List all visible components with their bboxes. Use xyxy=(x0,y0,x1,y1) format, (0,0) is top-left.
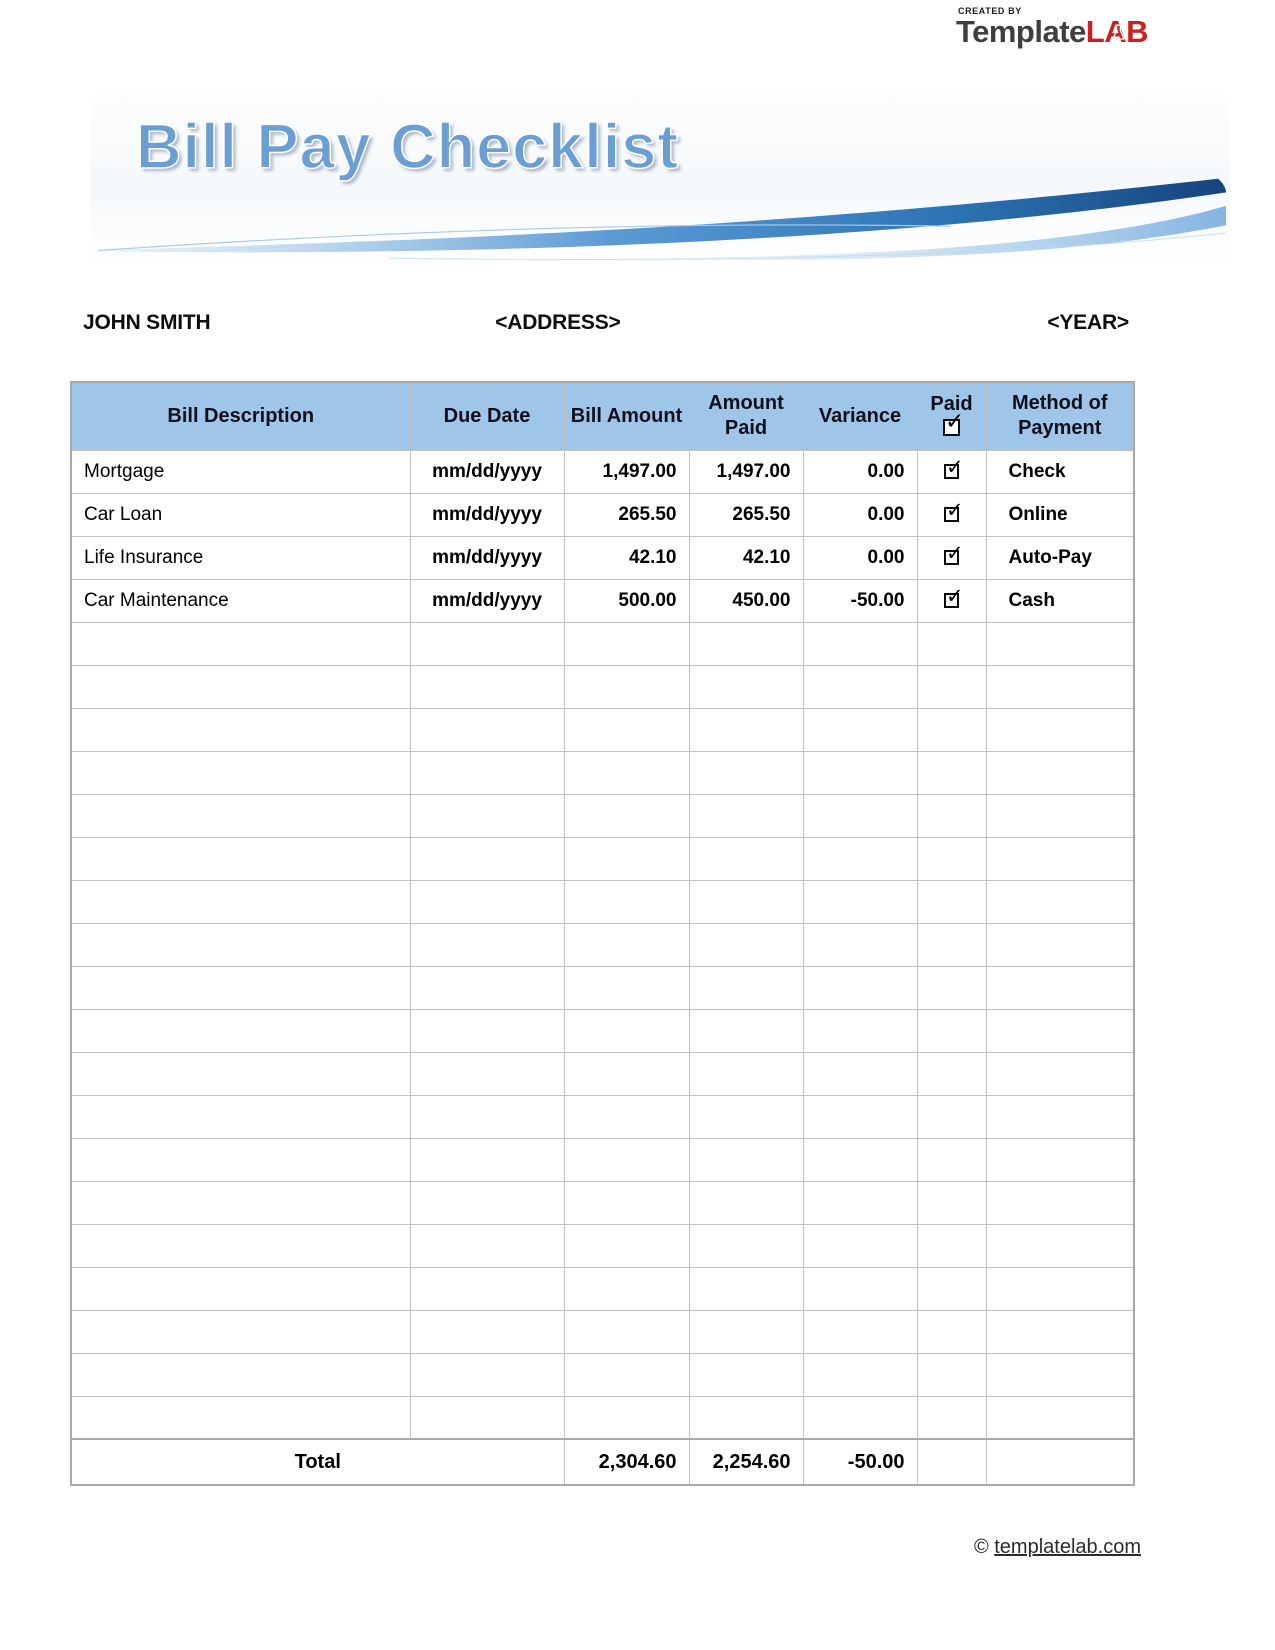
paid-cell xyxy=(917,1138,986,1181)
variance-cell xyxy=(803,1138,917,1181)
empty-table-row xyxy=(71,1009,1134,1052)
bill-amount-cell xyxy=(564,1396,689,1439)
due-date-cell xyxy=(410,708,564,751)
bill-description-cell xyxy=(71,794,410,837)
bill-amount-cell xyxy=(564,794,689,837)
header-variance: Variance xyxy=(803,382,917,450)
amount-paid-cell xyxy=(689,1009,803,1052)
method-cell xyxy=(986,880,1134,923)
table-header-row xyxy=(71,382,1134,450)
bill-amount-cell xyxy=(564,665,689,708)
bill-description-cell xyxy=(71,708,410,751)
method-cell: Cash xyxy=(986,579,1134,622)
templatelab-logo[interactable] xyxy=(956,6,1148,49)
bill-amount-cell xyxy=(564,1095,689,1138)
due-date-cell xyxy=(410,1224,564,1267)
due-date-cell xyxy=(410,1095,564,1138)
variance-cell xyxy=(803,1396,917,1439)
method-cell: Online xyxy=(986,493,1134,536)
bill-amount-cell xyxy=(564,1267,689,1310)
method-cell xyxy=(986,1267,1134,1310)
due-date-cell xyxy=(410,751,564,794)
due-date-cell: mm/dd/yyyy xyxy=(410,493,564,536)
empty-table-row xyxy=(71,1310,1134,1353)
method-cell xyxy=(986,708,1134,751)
bill-amount-cell xyxy=(564,1310,689,1353)
due-date-cell xyxy=(410,1181,564,1224)
due-date-cell xyxy=(410,1267,564,1310)
paid-cell xyxy=(917,1009,986,1052)
due-date-cell xyxy=(410,622,564,665)
empty-table-row xyxy=(71,665,1134,708)
bill-amount-cell xyxy=(564,1353,689,1396)
header-method-of-payment: Method of Payment xyxy=(986,382,1134,450)
empty-table-row xyxy=(71,837,1134,880)
bill-description-cell xyxy=(71,1396,410,1439)
empty-table-row xyxy=(71,880,1134,923)
paid-cell xyxy=(917,794,986,837)
bill-description-cell xyxy=(71,923,410,966)
paid-checkbox-icon xyxy=(944,507,959,522)
bill-description-cell xyxy=(71,751,410,794)
header-bill-description: Bill Description xyxy=(71,382,410,450)
variance-cell: 0.00 xyxy=(803,536,917,579)
empty-table-row xyxy=(71,966,1134,1009)
empty-table-row xyxy=(71,923,1134,966)
page-footer xyxy=(0,1536,1141,1559)
method-cell xyxy=(986,794,1134,837)
empty-table-row xyxy=(71,1396,1134,1439)
account-year: <YEAR> xyxy=(1047,311,1129,334)
method-cell xyxy=(986,1009,1134,1052)
variance-cell: 0.00 xyxy=(803,450,917,493)
paid-cell xyxy=(917,751,986,794)
method-cell xyxy=(986,1181,1134,1224)
method-cell xyxy=(986,1052,1134,1095)
paid-checkbox-icon xyxy=(944,464,959,479)
variance-cell xyxy=(803,966,917,1009)
method-cell xyxy=(986,837,1134,880)
variance-cell xyxy=(803,1224,917,1267)
paid-cell xyxy=(917,493,986,536)
logo-brand-lab: LAB xyxy=(1085,14,1148,49)
paid-cell xyxy=(917,1267,986,1310)
variance-cell xyxy=(803,1009,917,1052)
amount-paid-cell xyxy=(689,837,803,880)
method-cell xyxy=(986,1138,1134,1181)
variance-cell: 0.00 xyxy=(803,493,917,536)
amount-paid-cell: 450.00 xyxy=(689,579,803,622)
bill-description-cell: Mortgage xyxy=(71,450,410,493)
amount-paid-cell xyxy=(689,966,803,1009)
method-cell xyxy=(986,1224,1134,1267)
amount-paid-cell xyxy=(689,708,803,751)
due-date-cell xyxy=(410,837,564,880)
total-bill-amount-cell: 2,304.60 xyxy=(564,1439,689,1485)
due-date-cell xyxy=(410,1353,564,1396)
paid-cell xyxy=(917,450,986,493)
bill-description-cell xyxy=(71,1353,410,1396)
variance-cell xyxy=(803,923,917,966)
paid-cell xyxy=(917,579,986,622)
table-row xyxy=(71,450,1134,493)
due-date-cell xyxy=(410,1009,564,1052)
account-name: JOHN SMITH xyxy=(83,311,211,334)
bill-amount-cell xyxy=(564,1224,689,1267)
bill-description-cell xyxy=(71,1267,410,1310)
variance-cell xyxy=(803,794,917,837)
total-paid-cell xyxy=(917,1439,986,1485)
method-cell: Auto-Pay xyxy=(986,536,1134,579)
bill-description-cell xyxy=(71,1181,410,1224)
logo-brand-template: Template xyxy=(955,14,1086,49)
amount-paid-cell xyxy=(689,751,803,794)
method-cell xyxy=(986,622,1134,665)
amount-paid-cell xyxy=(689,1095,803,1138)
bill-description-cell xyxy=(71,665,410,708)
bill-amount-cell: 500.00 xyxy=(564,579,689,622)
paid-cell xyxy=(917,665,986,708)
page-title: Bill Pay Checklist xyxy=(136,112,680,182)
paid-cell xyxy=(917,880,986,923)
amount-paid-cell xyxy=(689,1267,803,1310)
paid-cell xyxy=(917,622,986,665)
bill-description-cell xyxy=(71,1310,410,1353)
bill-amount-cell xyxy=(564,1052,689,1095)
paid-cell xyxy=(917,837,986,880)
due-date-cell xyxy=(410,966,564,1009)
header-paid-label: Paid xyxy=(930,392,973,415)
due-date-cell: mm/dd/yyyy xyxy=(410,579,564,622)
bill-amount-cell xyxy=(564,708,689,751)
method-cell xyxy=(986,1095,1134,1138)
amount-paid-cell: 42.10 xyxy=(689,536,803,579)
method-cell xyxy=(986,1396,1134,1439)
method-cell xyxy=(986,966,1134,1009)
bill-amount-cell xyxy=(564,622,689,665)
bill-amount-cell: 42.10 xyxy=(564,536,689,579)
amount-paid-cell xyxy=(689,1138,803,1181)
method-cell: Check xyxy=(986,450,1134,493)
variance-cell: -50.00 xyxy=(803,579,917,622)
paid-cell xyxy=(917,923,986,966)
amount-paid-cell xyxy=(689,1396,803,1439)
due-date-cell xyxy=(410,1138,564,1181)
amount-paid-cell xyxy=(689,923,803,966)
table-row xyxy=(71,579,1134,622)
total-row xyxy=(71,1439,1134,1485)
due-date-cell: mm/dd/yyyy xyxy=(410,536,564,579)
empty-table-row xyxy=(71,1224,1134,1267)
variance-cell xyxy=(803,665,917,708)
bill-description-cell xyxy=(71,1224,410,1267)
paid-checkbox-icon xyxy=(944,593,959,608)
empty-table-row xyxy=(71,1138,1134,1181)
empty-table-row xyxy=(71,1181,1134,1224)
method-cell xyxy=(986,665,1134,708)
flask-icon xyxy=(1112,24,1125,41)
amount-paid-cell xyxy=(689,1224,803,1267)
empty-table-row xyxy=(71,1052,1134,1095)
due-date-cell xyxy=(410,665,564,708)
bill-amount-cell xyxy=(564,880,689,923)
variance-cell xyxy=(803,1353,917,1396)
variance-cell xyxy=(803,751,917,794)
amount-paid-cell xyxy=(689,1052,803,1095)
bill-amount-cell: 265.50 xyxy=(564,493,689,536)
paid-checkbox-icon xyxy=(944,550,959,565)
header-bill-amount: Bill Amount xyxy=(564,382,689,450)
bill-amount-cell: 1,497.00 xyxy=(564,450,689,493)
logo-brand xyxy=(956,16,1148,49)
total-amount-paid-cell: 2,254.60 xyxy=(689,1439,803,1485)
amount-paid-cell xyxy=(689,665,803,708)
empty-table-row xyxy=(71,794,1134,837)
copyright-symbol: © xyxy=(973,1536,989,1558)
method-cell xyxy=(986,923,1134,966)
empty-table-row xyxy=(71,1267,1134,1310)
logo-created-by: CREATED BY xyxy=(957,6,1022,16)
bill-amount-cell xyxy=(564,923,689,966)
templatelab-link[interactable]: templatelab.com xyxy=(994,1536,1141,1558)
empty-table-row xyxy=(71,1095,1134,1138)
paid-cell xyxy=(917,1181,986,1224)
variance-cell xyxy=(803,622,917,665)
due-date-cell xyxy=(410,794,564,837)
bill-description-cell xyxy=(71,1138,410,1181)
paid-header-checkbox-icon xyxy=(943,419,960,436)
bill-amount-cell xyxy=(564,966,689,1009)
variance-cell xyxy=(803,1095,917,1138)
paid-cell xyxy=(917,1224,986,1267)
paid-cell xyxy=(917,1396,986,1439)
empty-table-row xyxy=(71,751,1134,794)
empty-table-row xyxy=(71,708,1134,751)
paid-cell xyxy=(917,1095,986,1138)
due-date-cell xyxy=(410,923,564,966)
account-info-row xyxy=(70,311,1133,337)
variance-cell xyxy=(803,880,917,923)
bill-description-cell xyxy=(71,880,410,923)
bill-amount-cell xyxy=(564,837,689,880)
bill-amount-cell xyxy=(564,1181,689,1224)
title-banner xyxy=(90,95,1230,265)
bill-amount-cell xyxy=(564,1138,689,1181)
due-date-cell xyxy=(410,1310,564,1353)
header-paid xyxy=(917,382,986,450)
method-cell xyxy=(986,1353,1134,1396)
header-amount-paid: Amount Paid xyxy=(689,382,803,450)
amount-paid-cell xyxy=(689,1181,803,1224)
variance-cell xyxy=(803,1181,917,1224)
method-cell xyxy=(986,1310,1134,1353)
method-cell xyxy=(986,751,1134,794)
header-due-date: Due Date xyxy=(410,382,564,450)
paid-cell xyxy=(917,1052,986,1095)
bill-description-cell: Car Maintenance xyxy=(71,579,410,622)
bill-pay-table xyxy=(70,381,1135,1486)
variance-cell xyxy=(803,708,917,751)
variance-cell xyxy=(803,837,917,880)
due-date-cell xyxy=(410,1396,564,1439)
bill-description-cell xyxy=(71,837,410,880)
bill-description-cell: Life Insurance xyxy=(71,536,410,579)
amount-paid-cell: 1,497.00 xyxy=(689,450,803,493)
total-label-cell: Total xyxy=(71,1439,564,1485)
total-method-cell xyxy=(986,1439,1134,1485)
due-date-cell xyxy=(410,880,564,923)
paid-cell xyxy=(917,708,986,751)
account-address: <ADDRESS> xyxy=(495,311,621,334)
bill-description-cell: Car Loan xyxy=(71,493,410,536)
bill-amount-cell xyxy=(564,1009,689,1052)
amount-paid-cell: 265.50 xyxy=(689,493,803,536)
bill-description-cell xyxy=(71,1009,410,1052)
bill-description-cell xyxy=(71,1095,410,1138)
amount-paid-cell xyxy=(689,880,803,923)
empty-table-row xyxy=(71,622,1134,665)
paid-cell xyxy=(917,1353,986,1396)
due-date-cell: mm/dd/yyyy xyxy=(410,450,564,493)
variance-cell xyxy=(803,1267,917,1310)
due-date-cell xyxy=(410,1052,564,1095)
bill-description-cell xyxy=(71,966,410,1009)
table-row xyxy=(71,536,1134,579)
variance-cell xyxy=(803,1310,917,1353)
bill-description-cell xyxy=(71,622,410,665)
paid-cell xyxy=(917,1310,986,1353)
bill-amount-cell xyxy=(564,751,689,794)
amount-paid-cell xyxy=(689,794,803,837)
variance-cell xyxy=(803,1052,917,1095)
amount-paid-cell xyxy=(689,1353,803,1396)
bill-description-cell xyxy=(71,1052,410,1095)
total-variance-cell: -50.00 xyxy=(803,1439,917,1485)
paid-cell xyxy=(917,536,986,579)
empty-table-row xyxy=(71,1353,1134,1396)
amount-paid-cell xyxy=(689,1310,803,1353)
table-row xyxy=(71,493,1134,536)
wave-decoration xyxy=(90,173,1230,265)
amount-paid-cell xyxy=(689,622,803,665)
paid-cell xyxy=(917,966,986,1009)
